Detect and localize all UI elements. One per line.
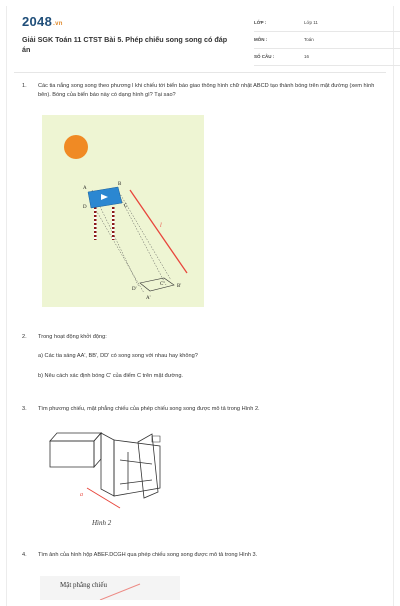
figure-2 bbox=[42, 428, 172, 534]
sun-icon bbox=[64, 135, 88, 159]
figure-2-svg bbox=[42, 428, 172, 534]
sign-pole-right bbox=[112, 207, 115, 240]
document-meta bbox=[254, 18, 400, 69]
header-divider bbox=[14, 72, 386, 73]
label-A-prime: A' bbox=[146, 296, 151, 301]
question-number: 1. bbox=[22, 83, 27, 89]
logo-suffix: .vn bbox=[53, 21, 63, 27]
site-logo[interactable] bbox=[22, 14, 63, 29]
small-cube-icon bbox=[152, 436, 160, 442]
question-text: Tìm phương chiếu, mặt phẳng chiếu của phép chiếu song song được mô tả trong Hình 2. bbox=[38, 406, 260, 412]
label-D-prime: D' bbox=[132, 287, 137, 292]
document-title: Giải SGK Toán 11 CTST Bài 5. Phép chiếu song song có đáp án bbox=[22, 35, 228, 54]
label-a: a bbox=[80, 492, 83, 498]
question-subitem: b) Nêu cách xác định bóng C' của điểm C trên mặt đường. bbox=[38, 373, 183, 379]
meta-label: SỐ CÂU : bbox=[254, 54, 275, 59]
question-text: Trong hoạt động khởi động: bbox=[38, 334, 107, 340]
label-B-prime: B' bbox=[177, 284, 182, 289]
shadow-parallelogram bbox=[140, 278, 174, 291]
meta-row-class bbox=[254, 18, 400, 32]
label-A: A bbox=[83, 186, 87, 191]
light-direction-line bbox=[130, 190, 187, 273]
meta-label: MÔN : bbox=[254, 37, 268, 42]
label-C-prime: C' bbox=[160, 282, 165, 287]
question-number: 4. bbox=[22, 552, 27, 558]
document-header bbox=[22, 10, 382, 70]
meta-row-subject bbox=[254, 35, 400, 49]
label-C: C bbox=[124, 204, 128, 209]
box-and-planes bbox=[50, 433, 160, 498]
logo-text: 2048 bbox=[22, 14, 53, 29]
meta-label: LỚP : bbox=[254, 20, 267, 25]
figure-3 bbox=[40, 570, 180, 600]
meta-row-count bbox=[254, 52, 400, 66]
sign-pole-left bbox=[94, 207, 97, 240]
meta-value: 16 bbox=[304, 54, 310, 59]
label-B: B bbox=[118, 182, 122, 187]
label-D: D bbox=[83, 205, 87, 210]
figure-caption: Hình 2 bbox=[92, 519, 112, 527]
question-number: 2. bbox=[22, 334, 27, 340]
figure-1-svg bbox=[42, 115, 204, 307]
plane-label: Mặt phẳng chiếu bbox=[60, 581, 108, 589]
projection-direction-line bbox=[87, 488, 120, 508]
question-subitem: a) Các tia sáng AA', BB', DD' có song song với nhau hay không? bbox=[38, 353, 198, 359]
figure-sun-sign-shadow bbox=[42, 115, 204, 307]
label-l: l bbox=[160, 223, 162, 229]
question-text: Tìm ảnh của hình hộp ABEF.DCGH qua phép chiếu song song được mô tả trong Hình 3. bbox=[38, 552, 258, 558]
question-text: Các tia nắng song song theo phương l khi chiếu tới biển báo giao thông hình chữ nhật ABCD tạo thành bóng trên mặt đường (xem hình bên). Bóng của biển báo này có dạng hình gì? Tại sao? bbox=[38, 83, 375, 98]
question-number: 3. bbox=[22, 406, 27, 412]
meta-value: Lớp 11 bbox=[304, 20, 318, 25]
meta-value: Toán bbox=[304, 37, 314, 42]
